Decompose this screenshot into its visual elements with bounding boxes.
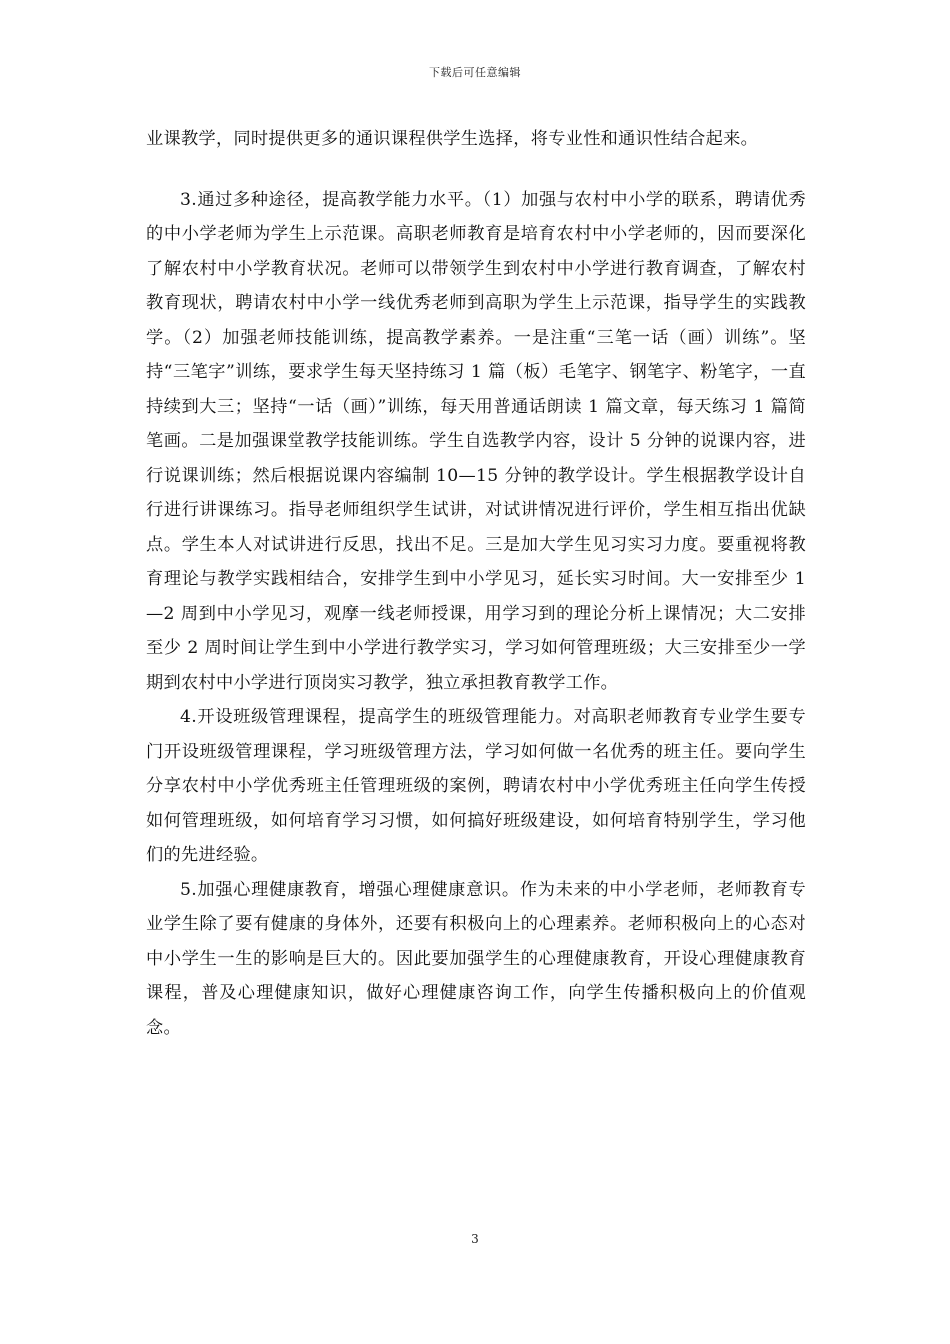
page-number: 3 [471, 1232, 479, 1246]
paragraph-continuation: 业课教学，同时提供更多的通识课程供学生选择，将专业性和通识性结合起来。 [146, 129, 759, 149]
page-header: 下载后可任意编辑 [429, 66, 521, 79]
paragraph-item-3: 3.通过多种途径，提高教学能力水平。（1）加强与农村中小学的联系，聘请优秀的中小学老师为学生上示范课。高职老师教育是培育农村中小学老师的，因而要深化了解农村中小学教育状况。老师可以带领学生到农村中小学进行教育调查，了解农村教育现状，聘请农村中小学一线优秀老师到高职为学生上示范课，指导学生的实践教学。（2）加强老师技能训练，提高教学素养。一是注重“三笔一话（画）训练”。坚持“三笔字”训练，要求学生每天坚持练习 1 篇（板）毛笔字、钢笔字、粉笔字，一直持续到大三；坚持“一话（画）”训练，每天用普通话朗读 1 篇文章，每天练习 1 篇简笔画。二是加强课堂教学技能训练。学生自选教学内容，设计 5 分钟的说课内容，进行说课训练；然后根据说课内容编制 10—15 分钟的教学设计。学生根据教学设计自行进行讲课练习。指导老师组织学生试讲，对试讲情况进行评价，学生相互指出优缺点。学生本人对试讲进行反思，找出不足。三是加大学生见习实习力度。要重视将教育理论与教学实践相结合，安排学生到中小学见习，延长实习时间。大一安排至少 1—2 周到中小学见习，观摩一线老师授课，用学习到的理论分析上课情况；大二安排至少 2 周时间让学生到中小学进行教学实习，学习如何管理班级；大三安排至少一学期到农村中小学进行顶岗实习教学，独立承担教育教学工作。 [146, 189, 806, 693]
paragraph-item-4: 4.开设班级管理课程，提高学生的班级管理能力。对高职老师教育专业学生要专门开设班级管理课程，学习班级管理方法，学习如何做一名优秀的班主任。要向学生分享农村中小学优秀班主任管理班级的案例，聘请农村中小学优秀班主任向学生传授如何管理班级，如何培育学习习惯，如何搞好班级建设，如何培育特别学生，学习他们的先进经验。 [146, 707, 806, 865]
paragraph-gap [146, 157, 806, 183]
document-body [146, 122, 806, 1045]
paragraph-item-5: 5.加强心理健康教育，增强心理健康意识。作为未来的中小学老师，老师教育专业学生除了要有健康的身体外，还要有积极向上的心理素养。老师积极向上的心态对中小学生一生的影响是巨大的。因此要加强学生的心理健康教育，开设心理健康教育课程，普及心理健康知识，做好心理健康咨询工作，向学生传播积极向上的价值观念。 [146, 879, 806, 1038]
